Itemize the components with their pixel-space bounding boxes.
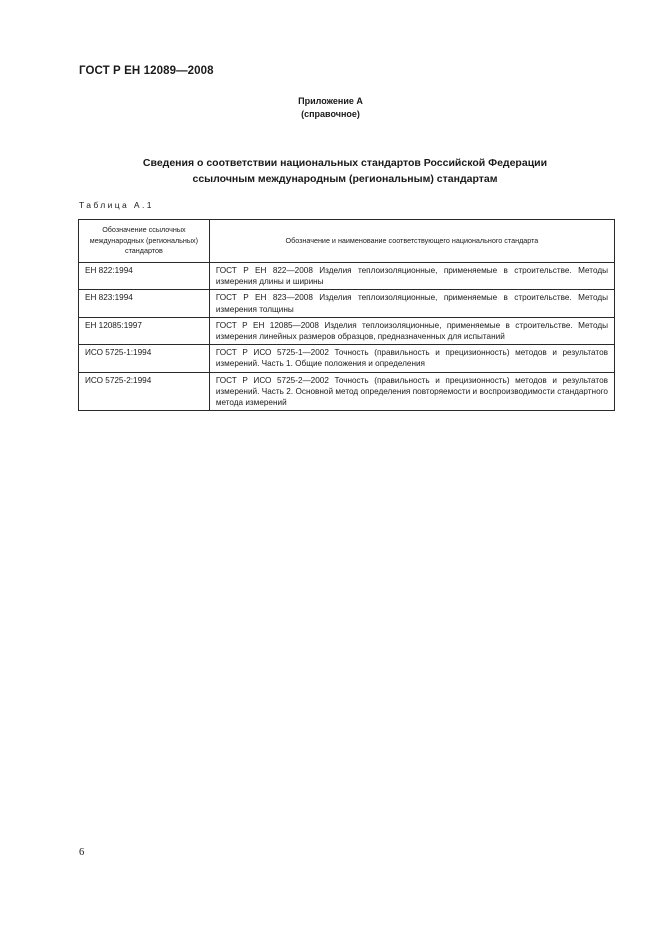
table-row [79,263,615,290]
national-standard-cell: ГОСТ Р ИСО 5725-1—2002 Точность (правильность и прецизионность) методов и результатов измерений. Часть 1. Общие положения и определения [209,345,614,372]
table-row [79,345,615,372]
table-row [79,317,615,344]
table-caption: Таблица А.1 [79,200,154,210]
reference-standard-cell: ЕН 823:1994 [79,290,210,317]
national-standard-cell: ГОСТ Р ЕН 822—2008 Изделия теплоизоляционные, применяемые в строительстве. Методы измерения длины и ширины [209,263,614,290]
national-standard-cell: ГОСТ Р ИСО 5725-2—2002 Точность (правильность и прецизионность) методов и результатов измерений. Часть 2. Основной метод определения повторяемости и воспроизводимости стандартного метода измерений [209,372,614,411]
page-number: 6 [79,847,85,858]
reference-standard-cell: ИСО 5725-2:1994 [79,372,210,411]
table-row [79,372,615,411]
section-title-line2: ссылочным международным (региональным) стандартам [192,173,498,185]
document-header: ГОСТ Р ЕН 12089—2008 [79,65,214,77]
national-standard-cell: ГОСТ Р ЕН 12085—2008 Изделия теплоизоляционные, применяемые в строительстве. Методы измерения линейных размеров образцов, предназначенных для испытаний [209,317,614,344]
column-header-reference: Обозначение ссылочных международных (региональных) стандартов [79,220,210,263]
reference-standard-cell: ИСО 5725-1:1994 [79,345,210,372]
reference-standard-cell: ЕН 822:1994 [79,263,210,290]
column-header-national: Обозначение и наименование соответствующего национального стандарта [209,220,614,263]
reference-standards-table [78,219,615,411]
national-standard-cell: ГОСТ Р ЕН 823—2008 Изделия теплоизоляционные, применяемые в строительстве. Методы измерения толщины [209,290,614,317]
appendix-note: (справочное) [301,109,360,119]
reference-standard-cell: ЕН 12085:1997 [79,317,210,344]
appendix-title: Приложение А [298,96,363,106]
table-header-row [79,220,615,263]
section-title-line1: Сведения о соответствии национальных стандартов Российской Федерации [142,157,548,169]
table-row [79,290,615,317]
